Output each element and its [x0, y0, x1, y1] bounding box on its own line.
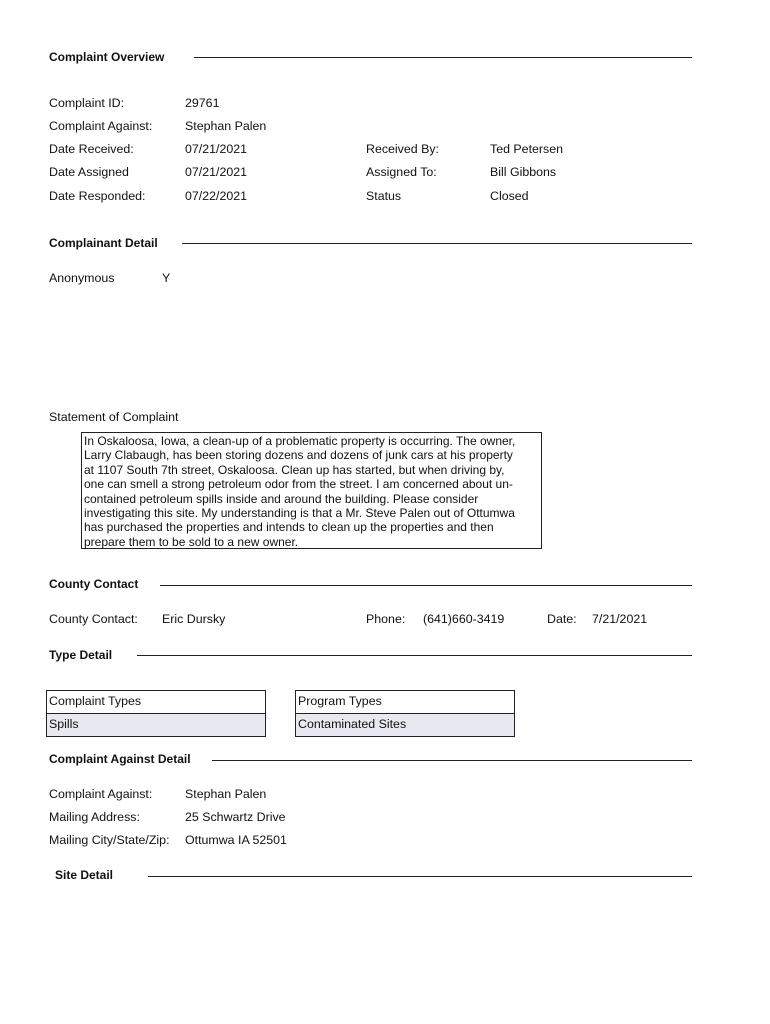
- section-divider: [212, 760, 692, 761]
- section-title-complaint-overview: Complaint Overview: [49, 50, 165, 64]
- program-types-header: Program Types: [296, 691, 514, 714]
- date-assigned-value: 07/21/2021: [185, 165, 248, 179]
- assigned-to-label: Assigned To:: [366, 165, 437, 179]
- complaint-against-value: Stephan Palen: [185, 119, 267, 133]
- date-received-value: 07/21/2021: [185, 142, 248, 156]
- mailing-address-label: Mailing Address:: [49, 810, 140, 824]
- section-divider: [160, 585, 692, 586]
- received-by-label: Received By:: [366, 142, 440, 156]
- statement-label: Statement of Complaint: [49, 410, 179, 424]
- status-value: Closed: [490, 189, 529, 203]
- section-title-complainant-detail: Complainant Detail: [49, 236, 158, 250]
- section-title-site-detail: Site Detail: [55, 868, 114, 882]
- received-by-value: Ted Petersen: [490, 142, 564, 156]
- anonymous-value: Y: [162, 271, 171, 285]
- section-title-complaint-against-detail: Complaint Against Detail: [49, 752, 191, 766]
- complaint-type-row: Spills: [47, 714, 265, 736]
- against-detail-name-value: Stephan Palen: [185, 787, 267, 801]
- program-type-row: Contaminated Sites: [296, 714, 514, 736]
- phone-value: (641)660-3419: [423, 612, 505, 626]
- section-divider: [148, 876, 692, 877]
- date-received-label: Date Received:: [49, 142, 134, 156]
- date-label: Date:: [547, 612, 577, 626]
- against-detail-name-label: Complaint Against:: [49, 787, 153, 801]
- complaint-id-label: Complaint ID:: [49, 96, 125, 110]
- date-assigned-label: Date Assigned: [49, 165, 129, 179]
- program-types-table: [295, 690, 515, 737]
- section-title-type-detail: Type Detail: [49, 648, 113, 662]
- complaint-against-label: Complaint Against:: [49, 119, 153, 133]
- date-value: 7/21/2021: [592, 612, 648, 626]
- section-title-county-contact: County Contact: [49, 577, 139, 591]
- section-divider: [137, 655, 692, 656]
- date-responded-value: 07/22/2021: [185, 189, 248, 203]
- complaint-id-value: 29761: [185, 96, 220, 110]
- complaint-types-header: Complaint Types: [47, 691, 265, 714]
- anonymous-label: Anonymous: [49, 271, 115, 285]
- status-label: Status: [366, 189, 402, 203]
- mailing-city-label: Mailing City/State/Zip:: [49, 833, 170, 847]
- section-divider: [182, 243, 692, 244]
- mailing-address-value: 25 Schwartz Drive: [185, 810, 286, 824]
- mailing-city-value: Ottumwa IA 52501: [185, 833, 287, 847]
- section-divider: [194, 57, 692, 58]
- statement-of-complaint-box: In Oskaloosa, Iowa, a clean-up of a problematic property is occurring. The owner, Larry Clabaugh, has been storing dozens and dozens of junk cars at his property at 1107 South 7th street, Oskaloosa. Clean up has started, but when driving by, one can smell a strong petroleum odor from the street. I am concerned about un- contained petroleum spills inside and around the building. Please consider investigating this site. My understanding is that a Mr. Steve Palen out of Ottumwa has purchased the properties and intends to clean up the properties and then prepare them to be sold to a new owner.: [81, 432, 542, 549]
- phone-label: Phone:: [366, 612, 406, 626]
- complaint-types-table: [46, 690, 266, 737]
- assigned-to-value: Bill Gibbons: [490, 165, 557, 179]
- county-contact-label: County Contact:: [49, 612, 138, 626]
- county-contact-value: Eric Dursky: [162, 612, 226, 626]
- date-responded-label: Date Responded:: [49, 189, 146, 203]
